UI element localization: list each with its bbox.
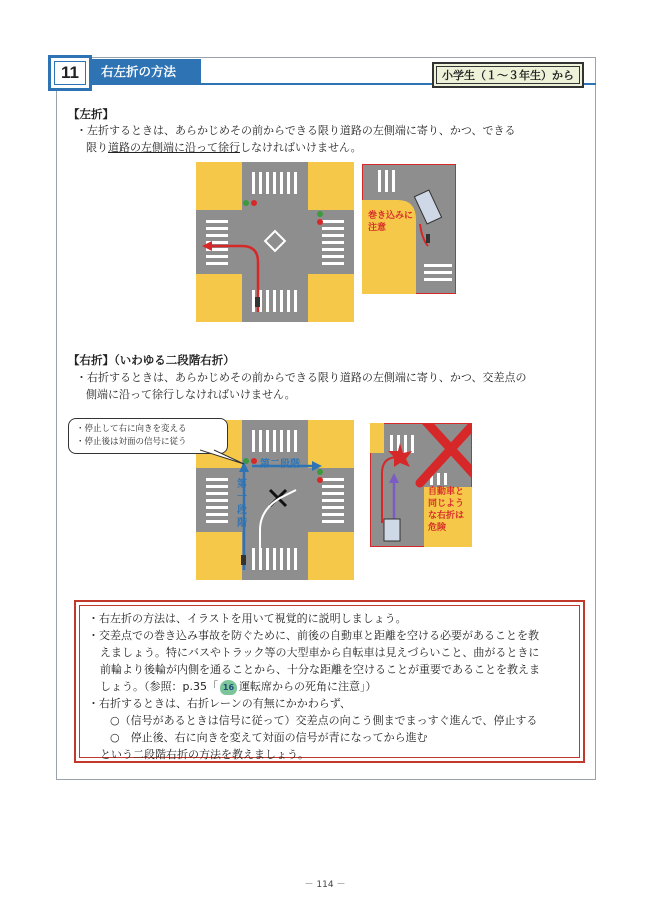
left-turn-line-2-post: しなければいけません。 [240, 141, 362, 154]
teaching-line-3: えましょう。特にバスやトラック等の大型車から自転車は見えづらいこと、曲がるときに [100, 646, 540, 659]
left-turn-underline-2: 徐行 [218, 141, 240, 154]
left-turn-line-2-pre: 限り [86, 141, 108, 154]
grade-badge [432, 62, 584, 88]
page-number: － 114 － [304, 880, 346, 890]
stop-note-line-2: ・停止後は対面の信号に従う [76, 437, 187, 447]
callout-tail [200, 448, 250, 468]
section-number [48, 55, 92, 91]
caution-label [368, 210, 413, 234]
teaching-line-7: ○（信号があるときは信号に従って）交差点の向こう側までまっすぐ進んで、停止する [110, 714, 538, 727]
teaching-line-5-pre: しょう。（参照：p.35「 [100, 680, 218, 693]
teaching-line-5-post: 運転席からの死角に注意」） [238, 680, 377, 693]
danger-label-line-4: 危険 [428, 523, 447, 533]
right-turn-line-1: ・右折するときは、あらかじめその前からできる限り道路の左側端に寄り、かつ、交差点の [76, 371, 527, 384]
reference-badge: 16 [220, 680, 237, 695]
left-turn-underline-1: 道路の左側端に沿って [108, 141, 218, 154]
teaching-notes-box [74, 600, 585, 763]
danger-label-line-2: 同じよう [428, 499, 465, 509]
teaching-line-1: ・右左折の方法は、イラストを用いて視覚的に説明しましょう。 [88, 612, 407, 625]
right-turn-heading-main: 【右折】 [68, 353, 114, 367]
teaching-line-4: 前輪より後輪が内側を通ることから、十分な距離を空けることが重要であることを教えま [100, 663, 540, 676]
caution-label-line-2: 注意 [368, 223, 387, 233]
grade-text: 小学生（１～３年生）から [442, 69, 574, 82]
right-turn-line-2: 側端に沿って徐行しなければいけません。 [86, 388, 296, 401]
grade-badge-inner-border [436, 66, 580, 84]
teaching-line-8: ○ 停止後、右に向きを変えて対面の信号が青になってから進む [110, 731, 428, 744]
danger-label-line-1: 自動車と [428, 487, 465, 497]
right-turn-heading [68, 352, 235, 368]
section-title: 右左折の方法 [91, 59, 201, 83]
danger-label [428, 486, 464, 534]
teaching-line-5 [100, 678, 376, 695]
left-turn-line-2 [86, 139, 362, 156]
teaching-line-9: という二段階右折の方法を教えましょう。 [100, 748, 309, 761]
section-number-inner-border [54, 61, 86, 85]
danger-label-line-3: な右折は [428, 511, 465, 521]
caution-label-line-1: 巻き込みに [368, 211, 414, 221]
teaching-line-2: ・交差点での巻き込み事故を防ぐために、前後の自動車と距離を空ける必要があることを教 [88, 629, 539, 642]
stop-note-line-1: ・停止して右に向きを変える [76, 424, 187, 434]
left-turn-line-1: ・左折するときは、あらかじめその前からできる限り道路の左側端に寄り、かつ、できる [76, 124, 516, 137]
stage-2-label: 第二段階 [260, 459, 300, 470]
left-turn-heading: 【左折】 [68, 107, 114, 121]
section-number-text: 11 [61, 63, 79, 82]
teaching-line-6: ・右折するときは、右折レーンの有無にかかわらず、 [88, 697, 351, 710]
right-turn-heading-sub: （いわゆる二段階右折） [114, 353, 235, 367]
stage-1-label: 第一段階 [237, 479, 247, 529]
left-turn-intersection-illustration [196, 162, 354, 322]
